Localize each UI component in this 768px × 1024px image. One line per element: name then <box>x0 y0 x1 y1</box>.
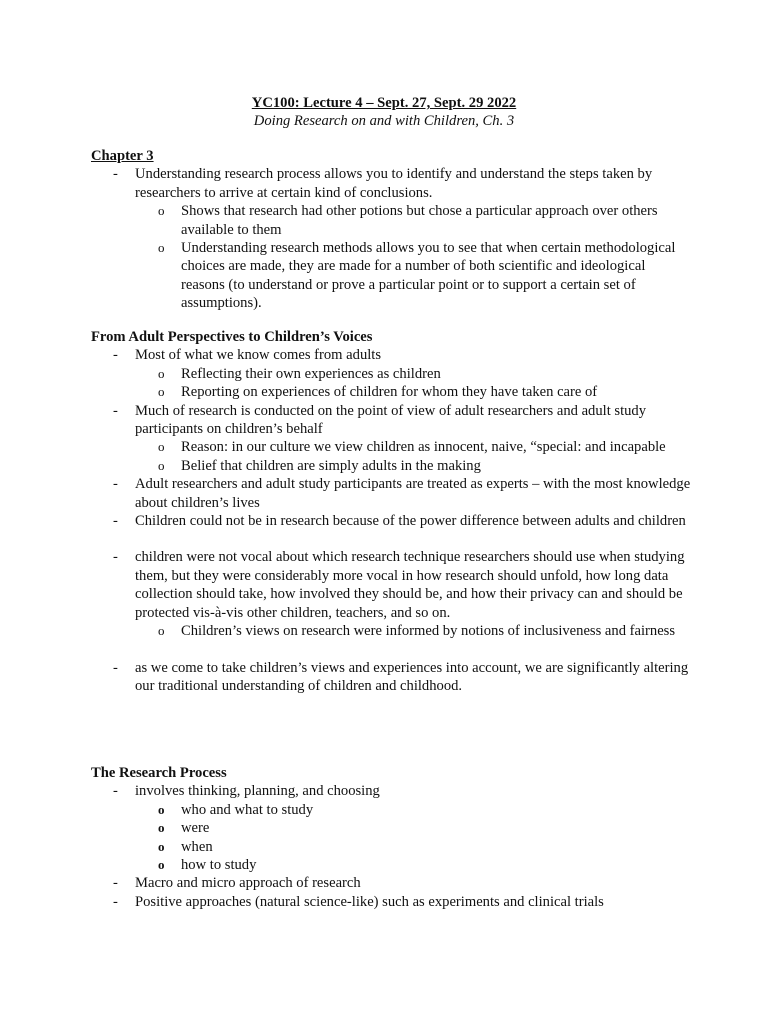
spacer <box>91 641 691 659</box>
list-item: - Most of what we know comes from adults <box>91 346 691 364</box>
list-item: - Children could not be in research because of the power difference between adults and children <box>91 512 691 530</box>
sub-list-item: o Reason: in our culture we view children as innocent, naive, “special: and incapable <box>91 438 691 456</box>
section-chapter-3 <box>91 147 691 313</box>
sub-list-item: o were <box>91 819 691 837</box>
sub-list-item: o Reporting on experiences of children for whom they have taken care of <box>91 383 691 401</box>
section-heading: From Adult Perspectives to Children’s Voices <box>91 329 373 345</box>
list-item: - Adult researchers and adult study participants are treated as experts – with the most knowledge about children’s lives <box>91 475 691 512</box>
title-block <box>0 94 768 131</box>
section-voices <box>91 328 691 695</box>
sub-list-item: o Children’s views on research were informed by notions of inclusiveness and fairness <box>91 622 691 640</box>
lecture-subtitle: Doing Research on and with Children, Ch. 3 <box>253 113 515 130</box>
section-research-process <box>91 764 691 911</box>
sub-list-item: o who and what to study <box>91 801 691 819</box>
lecture-title: YC100: Lecture 4 – Sept. 27, Sept. 29 2022 <box>251 95 517 111</box>
list-item: - Understanding research process allows you to identify and understand the steps taken by researchers to arrive at certain kind of conclusions. <box>91 165 691 202</box>
list-item: - Macro and micro approach of research <box>91 874 691 892</box>
list-item: - involves thinking, planning, and choosing <box>91 782 691 800</box>
list-item: - Positive approaches (natural science-like) such as experiments and clinical trials <box>91 893 691 911</box>
sub-list-item: o Shows that research had other potions but chose a particular approach over others available to them <box>91 202 691 239</box>
section-heading: The Research Process <box>91 765 227 781</box>
list-item: - Much of research is conducted on the point of view of adult researchers and adult study participants on children’s behalf <box>91 402 691 439</box>
section-heading: Chapter 3 <box>91 148 154 164</box>
list-item: - as we come to take children’s views and experiences into account, we are significantly altering our traditional understanding of children and childhood. <box>91 659 691 696</box>
sub-list-item: o Understanding research methods allows you to see that when certain methodological choices are made, they are made for a number of both scientific and ideological reasons (to understand or prove a particular point or to support a certain set of assumptions). <box>91 239 691 313</box>
spacer <box>91 530 691 548</box>
sub-list-item: o Belief that children are simply adults in the making <box>91 457 691 475</box>
list-item: - children were not vocal about which research technique researchers should use when studying them, but they were considerably more vocal in how research should unfold, how long data collection should take, how involved they should be, and how their privacy can and should be protected vis-à-vis other children, teachers, and so on. <box>91 548 691 622</box>
sub-list-item: o when <box>91 838 691 856</box>
sub-list-item: o how to study <box>91 856 691 874</box>
sub-list-item: o Reflecting their own experiences as children <box>91 365 691 383</box>
